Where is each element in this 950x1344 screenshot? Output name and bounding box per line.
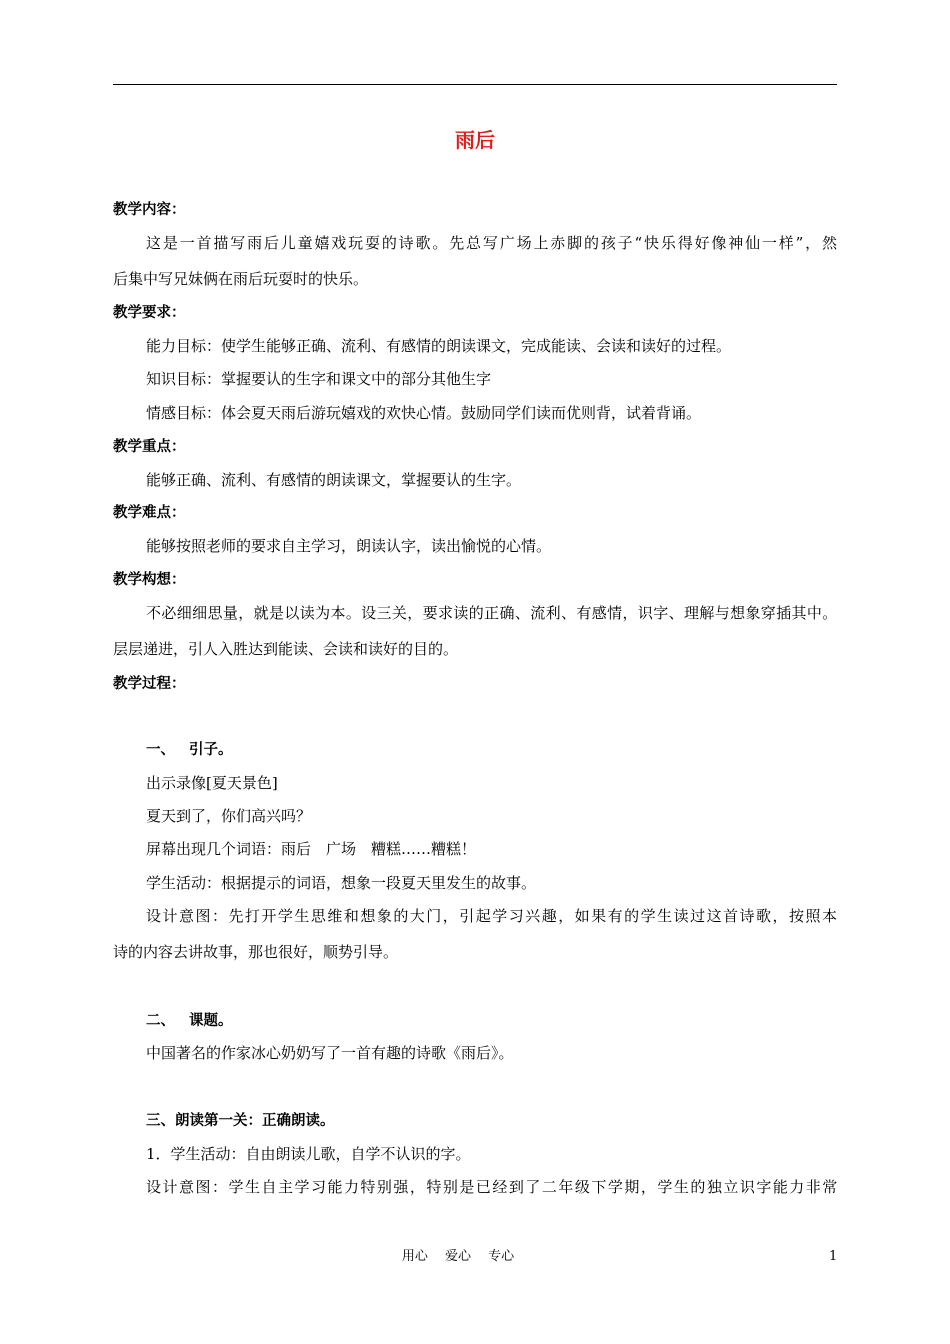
intro-line: 出示录像[夏天景色]: [146, 774, 278, 792]
intro-line: 学生活动：根据提示的词语，想象一段夏天里发生的故事。: [146, 874, 537, 892]
difficulties-text: 能够按照老师的要求自主学习，朗读认字，读出愉悦的心情。: [146, 537, 552, 555]
knowledge-goal: 知识目标：掌握要认的生字和课文中的部分其他生字: [146, 370, 492, 388]
step-topic-title: 课题。: [189, 1013, 233, 1029]
reading-line: 1．学生活动：自由朗读儿歌，自学不认识的字。: [146, 1145, 471, 1163]
intro-line: 诗的内容去讲故事，那也很好，顺势引导。: [113, 943, 399, 961]
document-title: 雨后: [455, 128, 495, 152]
section-heading-concept: 教学构想：: [113, 572, 186, 588]
section-heading-requirements: 教学要求：: [113, 305, 186, 321]
content-paragraph-line-2: 后集中写兄妹俩在雨后玩耍时的快乐。: [113, 270, 369, 288]
section-heading-key-points: 教学重点：: [113, 439, 186, 455]
concept-paragraph-line-2: 层层递进，引人入胜达到能读、会读和读好的目的。: [113, 640, 459, 658]
section-heading-difficulties: 教学难点：: [113, 505, 186, 521]
footer-motto: 用心 爱心 专心: [401, 1249, 515, 1264]
intro-line: 屏幕出现几个词语：雨后 广场 糟糕……糟糕！: [146, 840, 477, 858]
step-topic-number: 二、: [146, 1013, 175, 1029]
step-intro-title: 引子。: [189, 742, 233, 758]
ability-goal: 能力目标：使学生能够正确、流利、有感情的朗读课文，完成能读、会读和读好的过程。: [146, 337, 732, 355]
step-intro-number: 一、: [146, 742, 175, 758]
intro-line: 设计意图：先打开学生思维和想象的大门，引起学习兴趣，如果有的学生读过这首诗歌，按照本: [146, 907, 837, 925]
reading-line: 设计意图：学生自主学习能力特别强，特别是已经到了二年级下学期，学生的独立识字能力非常: [146, 1178, 837, 1196]
intro-line: 夏天到了，你们高兴吗？: [146, 807, 312, 825]
concept-paragraph-line-1: 不必细细思量，就是以读为本。设三关，要求读的正确、流利、有感情，识字、理解与想象穿插其中。: [146, 604, 837, 622]
step-reading-title: 三、朗读第一关：正确朗读。: [146, 1113, 335, 1129]
topic-line: 中国著名的作家冰心奶奶写了一首有趣的诗歌《雨后》。: [146, 1044, 514, 1062]
page-number: 1: [829, 1249, 838, 1264]
header-rule: [113, 84, 837, 85]
content-paragraph-line-1: 这是一首描写雨后儿童嬉戏玩耍的诗歌。先总写广场上赤脚的孩子“快乐得好像神仙一样”，然: [146, 234, 837, 252]
section-heading-process: 教学过程：: [113, 676, 186, 692]
section-heading-content: 教学内容：: [113, 202, 186, 218]
emotion-goal: 情感目标：体会夏天雨后游玩嬉戏的欢快心情。鼓励同学们读而优则背，试着背诵。: [146, 404, 702, 422]
key-points-text: 能够正确、流利、有感情的朗读课文，掌握要认的生字。: [146, 471, 522, 489]
